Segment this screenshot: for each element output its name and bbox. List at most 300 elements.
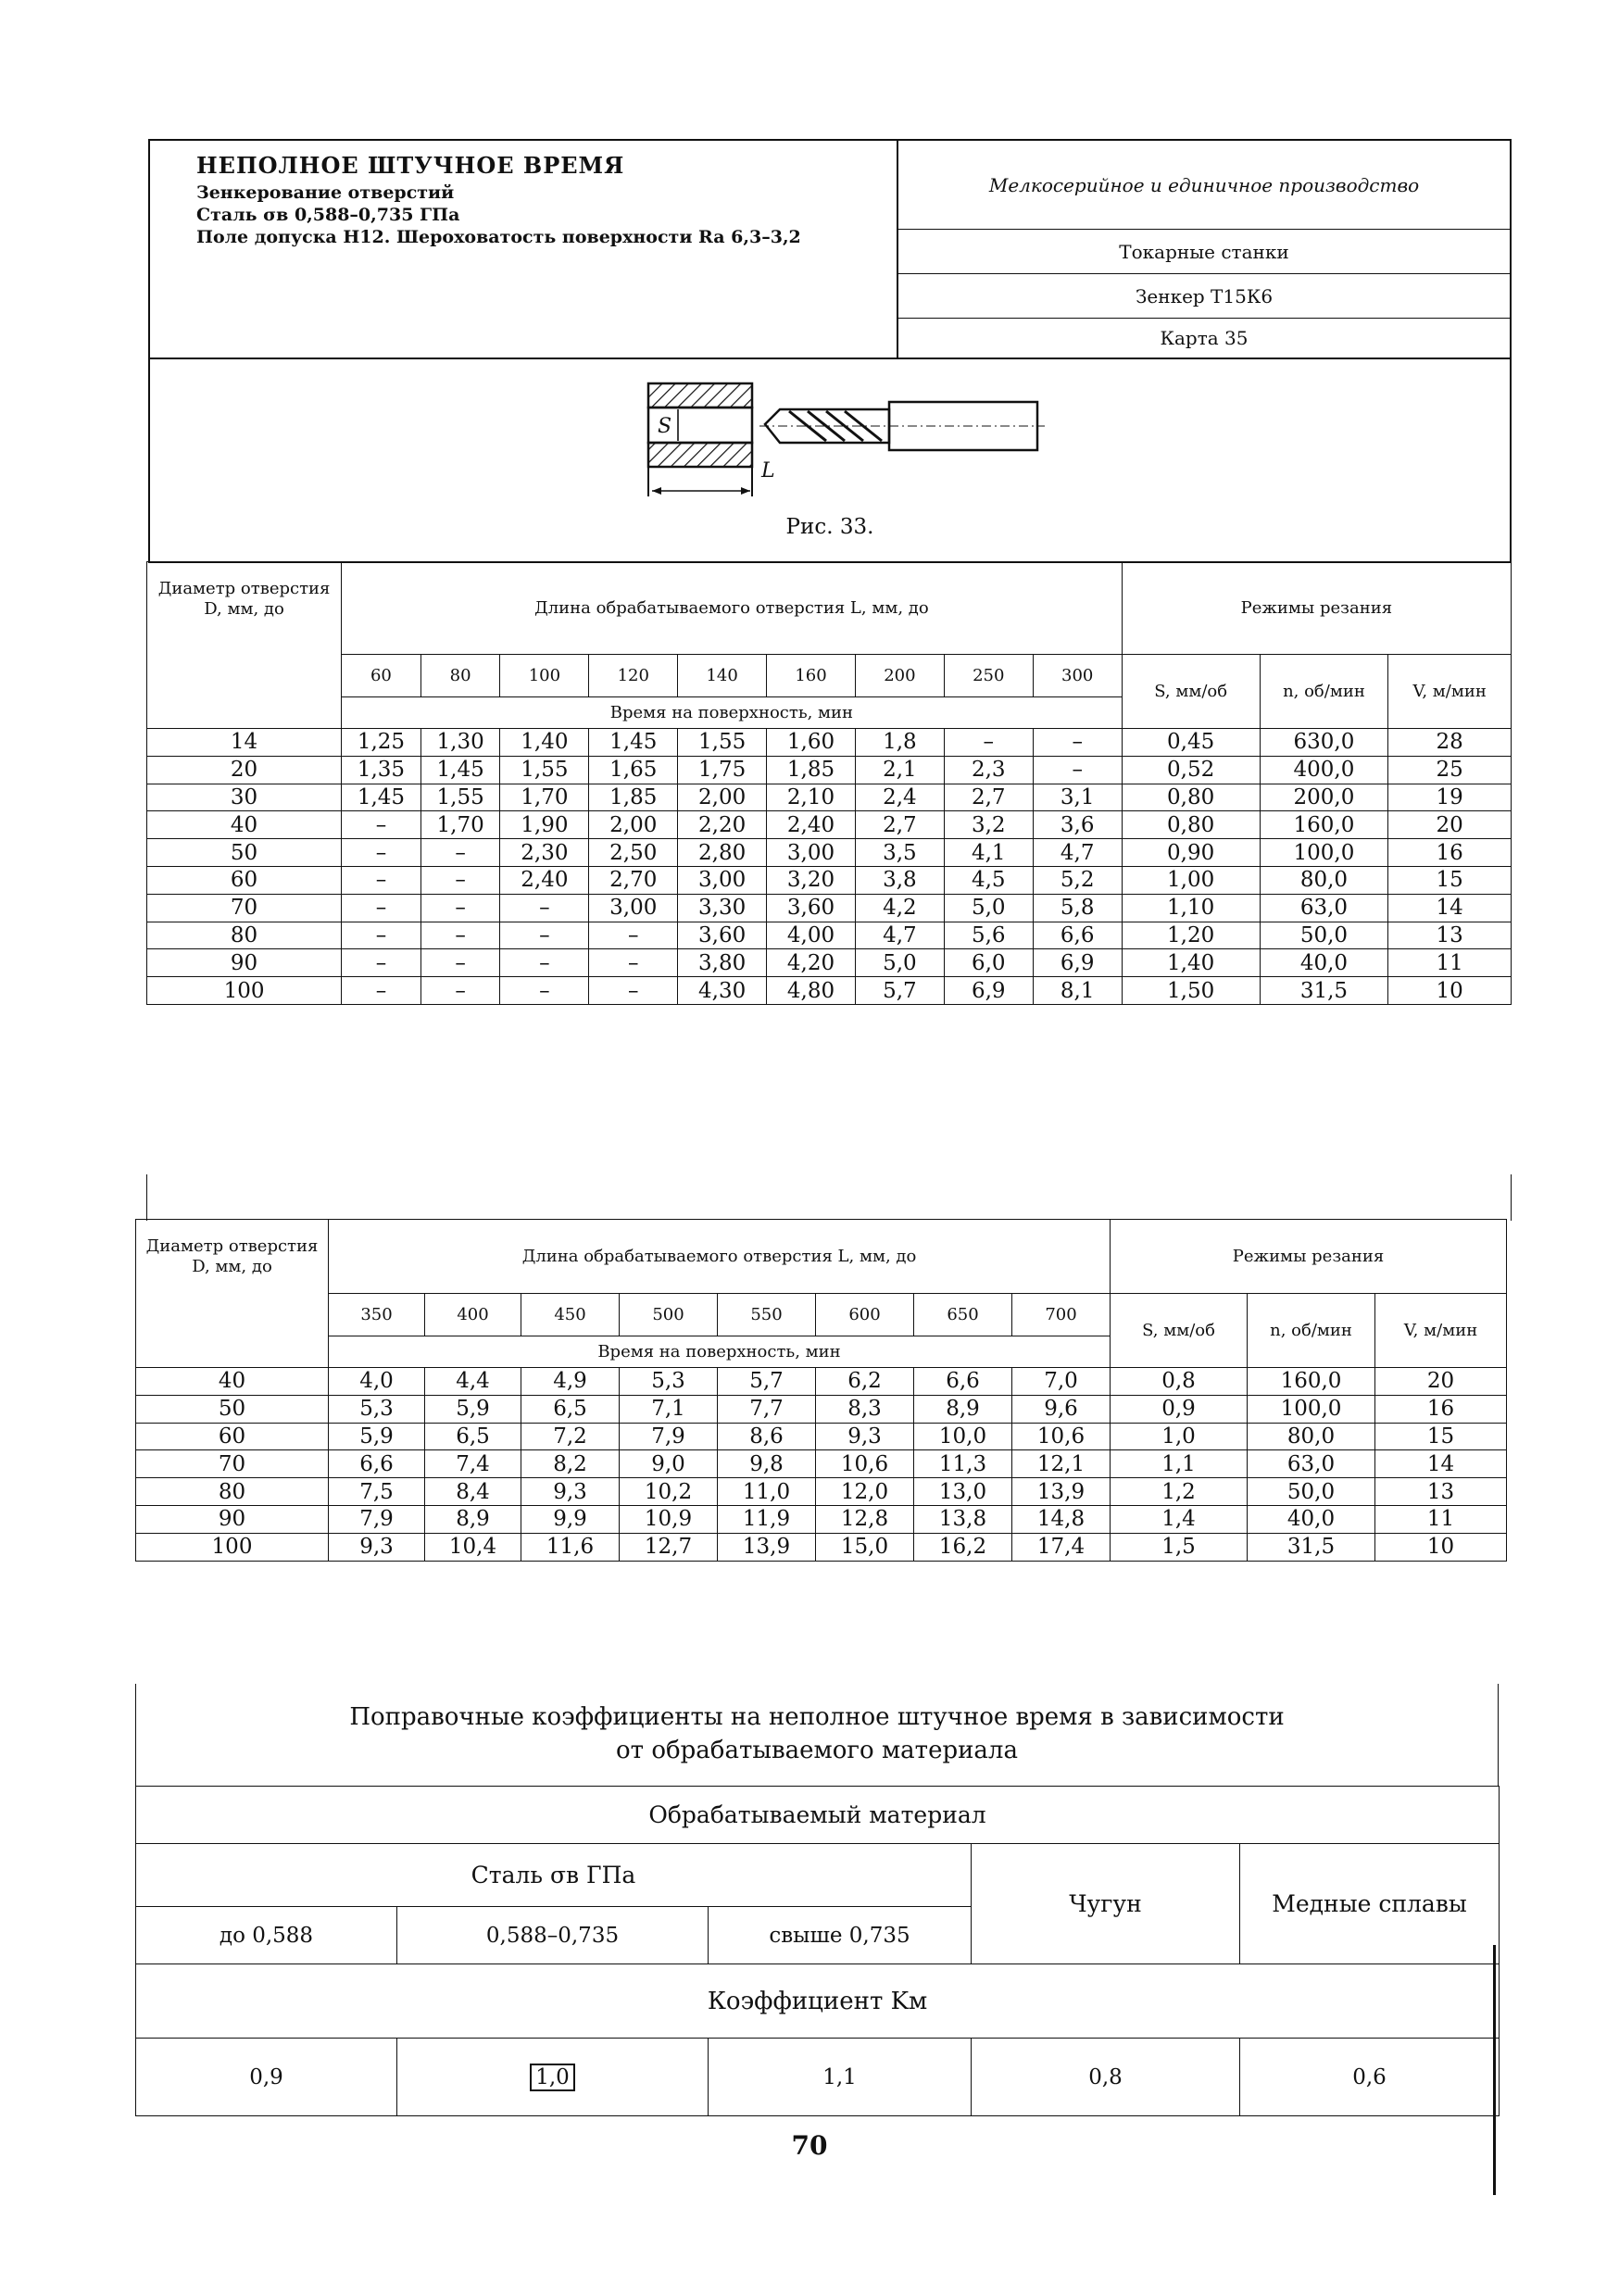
table1-time-cell: 2,00 xyxy=(678,784,767,811)
table1-mode-cell: 14 xyxy=(1388,894,1512,922)
table2-length-7: 700 xyxy=(1012,1294,1111,1336)
table1-length-7: 250 xyxy=(944,655,1033,697)
table1-time-cell: 3,00 xyxy=(589,894,678,922)
table1-time-cell: 5,0 xyxy=(944,894,1033,922)
table2-row xyxy=(136,1533,1507,1561)
table2-diameter: 80 xyxy=(136,1478,329,1506)
table2-time-cell: 17,4 xyxy=(1012,1533,1111,1561)
table1-diameter: 100 xyxy=(147,977,342,1005)
table1-length-1: 80 xyxy=(420,655,500,697)
table2-time-cell: 11,0 xyxy=(718,1478,816,1506)
table1-mode-cell: 50,0 xyxy=(1260,922,1388,949)
t2-diameter-header: Диаметр отверстия D, мм, до xyxy=(136,1220,329,1368)
table1-time-cell: 4,7 xyxy=(855,922,944,949)
table2-time-cell: 4,9 xyxy=(521,1368,620,1396)
correction-table xyxy=(135,1786,1500,2116)
table1-mode-cell: 1,00 xyxy=(1122,866,1260,894)
table1-time-cell: – xyxy=(1033,729,1122,757)
table1-mode-cell: 20 xyxy=(1388,811,1512,839)
table1-diameter: 50 xyxy=(147,839,342,867)
table1-time-cell: 1,45 xyxy=(420,756,500,784)
table1-row xyxy=(147,866,1512,894)
table1-time-cell: 1,90 xyxy=(500,811,589,839)
table2-length-6: 650 xyxy=(914,1294,1012,1336)
table1-time-cell: 2,4 xyxy=(855,784,944,811)
table2-time-cell: 5,3 xyxy=(620,1368,718,1396)
material-header: Обрабатываемый материал xyxy=(136,1787,1500,1844)
table1-mode-cell: 400,0 xyxy=(1260,756,1388,784)
table2-time-cell: 5,9 xyxy=(329,1423,425,1450)
table2-time-cell: 6,5 xyxy=(425,1423,521,1450)
table2-row xyxy=(136,1395,1507,1423)
table1-time-cell: 5,7 xyxy=(855,977,944,1005)
table1-time-cell: – xyxy=(420,977,500,1005)
table2-time-cell: 9,6 xyxy=(1012,1395,1111,1423)
table1-time-cell: 2,00 xyxy=(589,811,678,839)
table2-time-cell: 12,0 xyxy=(816,1478,914,1506)
table1-mode-cell: 0,90 xyxy=(1122,839,1260,867)
header-line-tolerance: Поле допуска Н12. Шероховатость поверхности Ra 6,3–3,2 xyxy=(196,227,801,247)
table2-row xyxy=(136,1423,1507,1450)
table2-length-5: 600 xyxy=(816,1294,914,1336)
table1-time-cell: 5,6 xyxy=(944,922,1033,949)
table1-time-cell: 2,1 xyxy=(855,756,944,784)
table2-time-cell: 13,8 xyxy=(914,1505,1012,1533)
t2-time-header: Время на поверхность, мин xyxy=(329,1336,1111,1368)
table2-time-cell: 13,9 xyxy=(718,1533,816,1561)
table1-mode-cell: 160,0 xyxy=(1260,811,1388,839)
table1-time-cell: – xyxy=(589,922,678,949)
t1-length-header: Длина обрабатываемого отверстия L, мм, до xyxy=(342,562,1123,655)
table2-time-cell: 15,0 xyxy=(816,1533,914,1561)
table1-time-cell: – xyxy=(944,729,1033,757)
header-line-operation: Зенкерование отверстий xyxy=(196,182,455,203)
table1-length-6: 200 xyxy=(855,655,944,697)
label-l: L xyxy=(761,459,775,483)
figure-block xyxy=(148,358,1512,563)
table1-time-cell: – xyxy=(342,949,421,977)
table1-row xyxy=(147,949,1512,977)
table1-mode-cell: 630,0 xyxy=(1260,729,1388,757)
table2-time-cell: 11,9 xyxy=(718,1505,816,1533)
table1-time-cell: 1,85 xyxy=(589,784,678,811)
table1-time-cell: 3,30 xyxy=(678,894,767,922)
table2-time-cell: 5,7 xyxy=(718,1368,816,1396)
table1-row xyxy=(147,839,1512,867)
table2-time-cell: 7,9 xyxy=(620,1423,718,1450)
table1-time-cell: – xyxy=(500,977,589,1005)
table1-time-cell: 1,35 xyxy=(342,756,421,784)
table2-mode-cell: 1,4 xyxy=(1111,1505,1248,1533)
table2-time-cell: 6,6 xyxy=(329,1450,425,1478)
table1-mode-cell: 19 xyxy=(1388,784,1512,811)
table1-time-cell: – xyxy=(342,977,421,1005)
table1-row xyxy=(147,977,1512,1005)
table1-time-cell: 2,30 xyxy=(500,839,589,867)
table1-time-cell: 3,80 xyxy=(678,949,767,977)
coef-steel-low: 0,9 xyxy=(136,2039,397,2116)
table2-diameter: 90 xyxy=(136,1505,329,1533)
table1-time-cell: 4,20 xyxy=(767,949,856,977)
table2-time-cell: 12,8 xyxy=(816,1505,914,1533)
t2-modes-header: Режимы резания xyxy=(1111,1220,1507,1294)
table2-time-cell: 9,3 xyxy=(521,1478,620,1506)
table1-time-cell: 6,9 xyxy=(944,977,1033,1005)
table1-mode-cell: 1,40 xyxy=(1122,949,1260,977)
table2-time-cell: 10,9 xyxy=(620,1505,718,1533)
table1-time-cell: 1,55 xyxy=(500,756,589,784)
label-s: S xyxy=(658,415,672,438)
table2-time-cell: 14,8 xyxy=(1012,1505,1111,1533)
table1-diameter: 90 xyxy=(147,949,342,977)
header-info-block xyxy=(897,139,1512,359)
table1-time-cell: 2,20 xyxy=(678,811,767,839)
table2-time-cell: 10,0 xyxy=(914,1423,1012,1450)
table2-time-cell: 12,7 xyxy=(620,1533,718,1561)
table1-time-cell: 3,00 xyxy=(767,839,856,867)
table1-time-cell: 3,2 xyxy=(944,811,1033,839)
table1-mode-cell: 10 xyxy=(1388,977,1512,1005)
table2-length-3: 500 xyxy=(620,1294,718,1336)
table2-mode-col-0: S, мм/об xyxy=(1111,1294,1248,1368)
table1-time-cell: – xyxy=(1033,756,1122,784)
table2-diameter: 40 xyxy=(136,1368,329,1396)
table2-mode-cell: 11 xyxy=(1375,1505,1507,1533)
table2-time-cell: 8,4 xyxy=(425,1478,521,1506)
t1-modes-header: Режимы резания xyxy=(1122,562,1511,655)
table1-diameter: 40 xyxy=(147,811,342,839)
table1-mode-col-1: n, об/мин xyxy=(1260,655,1388,729)
table2-diameter: 50 xyxy=(136,1395,329,1423)
table1-row xyxy=(147,729,1512,757)
table2-time-cell: 7,2 xyxy=(521,1423,620,1450)
table1-mode-cell: 13 xyxy=(1388,922,1512,949)
table1-time-cell: 3,6 xyxy=(1033,811,1122,839)
table2-mode-cell: 63,0 xyxy=(1248,1450,1375,1478)
table1-time-cell: 3,20 xyxy=(767,866,856,894)
table1-mode-cell: 25 xyxy=(1388,756,1512,784)
table1-time-cell: 2,50 xyxy=(589,839,678,867)
table2-time-cell: 4,0 xyxy=(329,1368,425,1396)
coef-steel-high: 1,1 xyxy=(709,2039,972,2116)
table1-time-cell: 1,70 xyxy=(500,784,589,811)
correction-title-line1: Поправочные коэффициенты на неполное штучное время в зависимости xyxy=(349,1703,1285,1731)
table1-time-cell: 3,00 xyxy=(678,866,767,894)
table1-mode-cell: 1,20 xyxy=(1122,922,1260,949)
coef-cast-iron: 0,8 xyxy=(972,2039,1240,2116)
table1-time-cell: 2,40 xyxy=(500,866,589,894)
table1-length-4: 140 xyxy=(678,655,767,697)
table2-mode-cell: 100,0 xyxy=(1248,1395,1375,1423)
table2-time-cell: 8,9 xyxy=(914,1395,1012,1423)
table2-mode-cell: 14 xyxy=(1375,1450,1507,1478)
table2-time-cell: 9,3 xyxy=(816,1423,914,1450)
countersink-diagram xyxy=(641,378,1048,508)
table2-row xyxy=(136,1368,1507,1396)
table2-mode-cell: 80,0 xyxy=(1248,1423,1375,1450)
copper-header: Медные сплавы xyxy=(1240,1844,1500,1964)
table2-diameter: 70 xyxy=(136,1450,329,1478)
table2-time-cell: 7,1 xyxy=(620,1395,718,1423)
table1-time-cell: 1,30 xyxy=(420,729,500,757)
table2-time-cell: 10,2 xyxy=(620,1478,718,1506)
table2-time-cell: 13,0 xyxy=(914,1478,1012,1506)
table1-row xyxy=(147,811,1512,839)
coef-steel-mid-value: 1,0 xyxy=(530,2064,575,2091)
table1-time-cell: 1,40 xyxy=(500,729,589,757)
table1-time-cell: 4,7 xyxy=(1033,839,1122,867)
table2-length-1: 400 xyxy=(425,1294,521,1336)
table2-time-cell: 9,0 xyxy=(620,1450,718,1478)
table1-time-cell: 2,7 xyxy=(855,811,944,839)
table1-time-cell: – xyxy=(342,866,421,894)
table1-length-0: 60 xyxy=(342,655,421,697)
table2-mode-cell: 13 xyxy=(1375,1478,1507,1506)
machine-type: Токарные станки xyxy=(898,230,1510,274)
table2-time-cell: 8,2 xyxy=(521,1450,620,1478)
header-title-block xyxy=(148,139,898,359)
table2-mode-cell: 40,0 xyxy=(1248,1505,1375,1533)
coefficient-header: Коэффициент Kм xyxy=(136,1964,1500,2039)
table1-time-cell: 2,3 xyxy=(944,756,1033,784)
coef-steel-mid xyxy=(397,2039,709,2116)
table2-time-cell: 10,6 xyxy=(816,1450,914,1478)
table1-time-cell: 4,00 xyxy=(767,922,856,949)
table1-mode-cell: 0,45 xyxy=(1122,729,1260,757)
table1-length-5: 160 xyxy=(767,655,856,697)
table1-time-cell: 1,60 xyxy=(767,729,856,757)
table1-mode-cell: 16 xyxy=(1388,839,1512,867)
table1-length-2: 100 xyxy=(500,655,589,697)
table1-time-cell: – xyxy=(589,977,678,1005)
card-number: Карта 35 xyxy=(1160,327,1249,349)
table1-time-cell: 6,9 xyxy=(1033,949,1122,977)
table2-time-cell: 6,2 xyxy=(816,1368,914,1396)
table2-length-0: 350 xyxy=(329,1294,425,1336)
table2-time-cell: 16,2 xyxy=(914,1533,1012,1561)
table1-time-cell: – xyxy=(342,811,421,839)
table1-time-cell: 4,2 xyxy=(855,894,944,922)
table2-mode-cell: 50,0 xyxy=(1248,1478,1375,1506)
table1-time-cell: 1,8 xyxy=(855,729,944,757)
table1-time-cell: 4,1 xyxy=(944,839,1033,867)
table1-time-cell: 2,10 xyxy=(767,784,856,811)
table1-diameter: 80 xyxy=(147,922,342,949)
table1-time-cell: 8,1 xyxy=(1033,977,1122,1005)
table-separator xyxy=(146,1174,1512,1221)
table2-mode-col-1: n, об/мин xyxy=(1248,1294,1375,1368)
table2-mode-cell: 16 xyxy=(1375,1395,1507,1423)
table1-time-cell: 1,45 xyxy=(589,729,678,757)
t1-time-header: Время на поверхность, мин xyxy=(342,697,1123,729)
table1-time-cell: 1,75 xyxy=(678,756,767,784)
table1-mode-cell: 200,0 xyxy=(1260,784,1388,811)
steel-col-low: до 0,588 xyxy=(136,1907,397,1964)
table1-time-cell: – xyxy=(589,949,678,977)
table1-diameter: 14 xyxy=(147,729,342,757)
table1-time-cell: – xyxy=(342,839,421,867)
t1-diameter-header: Диаметр отверстия D, мм, до xyxy=(147,562,342,729)
table1-mode-cell: 1,10 xyxy=(1122,894,1260,922)
table2-mode-cell: 0,8 xyxy=(1111,1368,1248,1396)
table1-mode-col-0: S, мм/об xyxy=(1122,655,1260,729)
table2-mode-cell: 10 xyxy=(1375,1533,1507,1561)
table2-time-cell: 6,5 xyxy=(521,1395,620,1423)
table1-time-cell: 3,5 xyxy=(855,839,944,867)
correction-block xyxy=(135,1684,1499,2116)
table2-time-cell: 8,6 xyxy=(718,1423,816,1450)
table2-time-cell: 8,9 xyxy=(425,1505,521,1533)
table2-time-cell: 9,3 xyxy=(329,1533,425,1561)
table1-time-cell: 3,60 xyxy=(678,922,767,949)
table1-row xyxy=(147,894,1512,922)
table1-time-cell: 3,8 xyxy=(855,866,944,894)
table2-time-cell: 7,7 xyxy=(718,1395,816,1423)
table1-mode-cell: 80,0 xyxy=(1260,866,1388,894)
table2-time-cell: 9,9 xyxy=(521,1505,620,1533)
table2-time-cell: 5,9 xyxy=(425,1395,521,1423)
table2-time-cell: 5,3 xyxy=(329,1395,425,1423)
figure-caption: Рис. 33. xyxy=(785,515,874,539)
table1-mode-cell: 31,5 xyxy=(1260,977,1388,1005)
time-table-2 xyxy=(135,1219,1507,1562)
table1-mode-cell: 0,52 xyxy=(1122,756,1260,784)
table1-mode-cell: 15 xyxy=(1388,866,1512,894)
table2-diameter: 60 xyxy=(136,1423,329,1450)
table2-row xyxy=(136,1505,1507,1533)
table1-row xyxy=(147,784,1512,811)
table2-time-cell: 7,0 xyxy=(1012,1368,1111,1396)
table1-time-cell: 3,1 xyxy=(1033,784,1122,811)
table1-length-3: 120 xyxy=(589,655,678,697)
table1-diameter: 70 xyxy=(147,894,342,922)
page-number: 70 xyxy=(791,2130,828,2161)
table1-time-cell: 2,70 xyxy=(589,866,678,894)
table1-mode-cell: 11 xyxy=(1388,949,1512,977)
table1-time-cell: 1,65 xyxy=(589,756,678,784)
table1-time-cell: 5,8 xyxy=(1033,894,1122,922)
table2-mode-cell: 1,2 xyxy=(1111,1478,1248,1506)
cast-iron-header: Чугун xyxy=(972,1844,1240,1964)
coef-copper: 0,6 xyxy=(1240,2039,1500,2116)
table1-time-cell: – xyxy=(500,949,589,977)
table1-time-cell: – xyxy=(420,839,500,867)
table1-time-cell: 6,6 xyxy=(1033,922,1122,949)
steel-col-high: свыше 0,735 xyxy=(709,1907,972,1964)
table1-time-cell: 1,55 xyxy=(678,729,767,757)
table1-time-cell: – xyxy=(500,894,589,922)
table1-time-cell: 6,0 xyxy=(944,949,1033,977)
table1-mode-cell: 1,50 xyxy=(1122,977,1260,1005)
table2-mode-cell: 1,1 xyxy=(1111,1450,1248,1478)
header-title: НЕПОЛНОЕ ШТУЧНОЕ ВРЕМЯ xyxy=(196,152,625,179)
table1-length-8: 300 xyxy=(1033,655,1122,697)
table1-time-cell: 2,7 xyxy=(944,784,1033,811)
table2-time-cell: 11,3 xyxy=(914,1450,1012,1478)
header-line-material: Сталь σв 0,588–0,735 ГПа xyxy=(196,205,460,225)
table1-time-cell: – xyxy=(500,922,589,949)
table2-time-cell: 11,6 xyxy=(521,1533,620,1561)
t2-length-header: Длина обрабатываемого отверстия L, мм, до xyxy=(329,1220,1111,1294)
table1-time-cell: 2,80 xyxy=(678,839,767,867)
table2-mode-cell: 0,9 xyxy=(1111,1395,1248,1423)
table1-time-cell: 4,5 xyxy=(944,866,1033,894)
table2-time-cell: 7,4 xyxy=(425,1450,521,1478)
table1-time-cell: – xyxy=(342,894,421,922)
table2-time-cell: 4,4 xyxy=(425,1368,521,1396)
table1-time-cell: – xyxy=(420,922,500,949)
table1-time-cell: – xyxy=(342,922,421,949)
table2-mode-col-2: V, м/мин xyxy=(1375,1294,1507,1368)
production-type: Мелкосерийное и единичное производство xyxy=(898,141,1510,230)
table2-time-cell: 13,9 xyxy=(1012,1478,1111,1506)
table2-diameter: 100 xyxy=(136,1533,329,1561)
table2-row xyxy=(136,1450,1507,1478)
table2-time-cell: 7,9 xyxy=(329,1505,425,1533)
table1-mode-cell: 28 xyxy=(1388,729,1512,757)
table2-mode-cell: 1,0 xyxy=(1111,1423,1248,1450)
table2-time-cell: 12,1 xyxy=(1012,1450,1111,1478)
table1-row xyxy=(147,756,1512,784)
table1-time-cell: 1,70 xyxy=(420,811,500,839)
table1-time-cell: 3,60 xyxy=(767,894,856,922)
correction-title-cell xyxy=(135,1684,1499,1786)
table2-mode-cell: 31,5 xyxy=(1248,1533,1375,1561)
correction-title-line2: от обрабатываемого материала xyxy=(616,1737,1018,1764)
time-table-1 xyxy=(146,561,1512,1005)
table1-time-cell: – xyxy=(420,949,500,977)
steel-header: Сталь σв ГПа xyxy=(136,1844,972,1907)
table1-time-cell: 4,80 xyxy=(767,977,856,1005)
steel-col-mid: 0,588–0,735 xyxy=(397,1907,709,1964)
table1-time-cell: 2,40 xyxy=(767,811,856,839)
table1-mode-cell: 100,0 xyxy=(1260,839,1388,867)
table2-mode-cell: 20 xyxy=(1375,1368,1507,1396)
table1-diameter: 30 xyxy=(147,784,342,811)
table2-time-cell: 9,8 xyxy=(718,1450,816,1478)
tool-type: Зенкер Т15К6 xyxy=(898,274,1510,319)
table1-mode-cell: 0,80 xyxy=(1122,811,1260,839)
table1-time-cell: 1,85 xyxy=(767,756,856,784)
table1-mode-cell: 0,80 xyxy=(1122,784,1260,811)
table1-time-cell: 1,45 xyxy=(342,784,421,811)
table1-time-cell: 1,25 xyxy=(342,729,421,757)
table1-mode-col-2: V, м/мин xyxy=(1388,655,1512,729)
table2-time-cell: 10,6 xyxy=(1012,1423,1111,1450)
table2-mode-cell: 160,0 xyxy=(1248,1368,1375,1396)
table1-mode-cell: 63,0 xyxy=(1260,894,1388,922)
table2-time-cell: 10,4 xyxy=(425,1533,521,1561)
table2-length-4: 550 xyxy=(718,1294,816,1336)
table1-time-cell: – xyxy=(420,866,500,894)
table1-diameter: 60 xyxy=(147,866,342,894)
table1-time-cell: – xyxy=(420,894,500,922)
table2-mode-cell: 1,5 xyxy=(1111,1533,1248,1561)
table1-time-cell: 4,30 xyxy=(678,977,767,1005)
table2-mode-cell: 15 xyxy=(1375,1423,1507,1450)
table1-time-cell: 5,0 xyxy=(855,949,944,977)
table1-mode-cell: 40,0 xyxy=(1260,949,1388,977)
table2-time-cell: 6,6 xyxy=(914,1368,1012,1396)
table1-diameter: 20 xyxy=(147,756,342,784)
table2-time-cell: 7,5 xyxy=(329,1478,425,1506)
table1-time-cell: 5,2 xyxy=(1033,866,1122,894)
table1-time-cell: 1,55 xyxy=(420,784,500,811)
table1-row xyxy=(147,922,1512,949)
table2-time-cell: 8,3 xyxy=(816,1395,914,1423)
table2-row xyxy=(136,1478,1507,1506)
table2-length-2: 450 xyxy=(521,1294,620,1336)
